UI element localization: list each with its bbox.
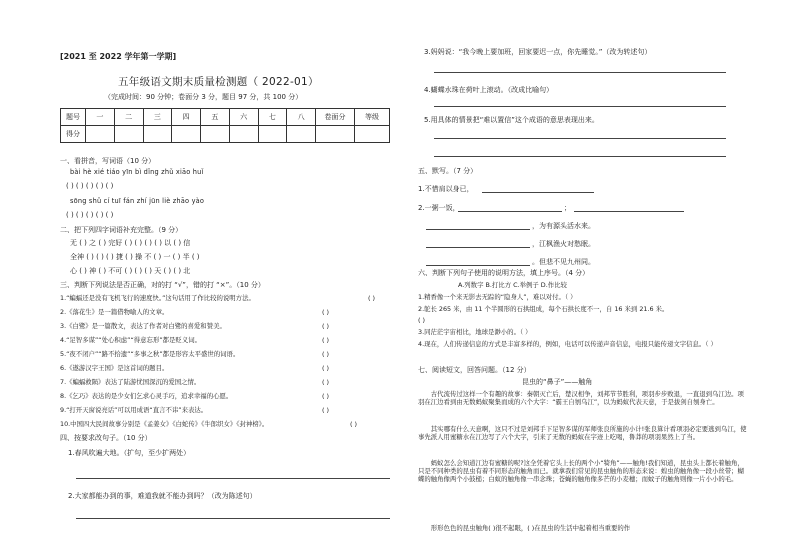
score-table [60,108,390,143]
exam-subtitle: （完成时间：90 分钟；卷面分 3 分，题目 97 分，共 100 分） [104,93,303,101]
q2-title: 二、把下列四字词语补充完整。（9 分） [60,226,183,234]
answer-line[interactable] [434,138,726,139]
score-input-cell[interactable] [258,126,287,143]
judgement-mark[interactable]: ( ) [322,378,330,386]
answer-brackets-row-2[interactable]: ( ) ( ) ( ) ( ) ( ) [66,211,114,219]
score-cell: 七 [258,109,287,126]
idiom-row-1[interactable]: 无 ( ) 之 ( ) 完好 ( ) ( ) ( ) ( ) 以 ( ) 信 [70,239,191,247]
score-table-score-row [61,126,390,143]
judgement-item: 4.“足智多谋”“处心积虑”“得意忘形”都是贬义词。 [60,336,201,344]
recite-item-5: 。但悲不见九州同。 [532,258,595,266]
recite-item-2-sep: ； [564,204,571,212]
q6-item-2-mark[interactable]: ( ) [418,316,426,324]
idiom-row-3[interactable]: 心 ( ) 神 ( ) 不可 ( ) ( ) ( ) 天 ( ) ( ) 北 [70,267,191,275]
answer-line[interactable] [426,229,530,230]
q4-item-4: 4.蝴蝶水珠在荷叶上滚动。（改成比喻句） [424,86,554,94]
q7-title: 七、阅读短文，回答问题。（12 分） [418,366,531,374]
q6-item-4: 4.现在，人们传递信息的方式是丰富多样的，例如，电话可以传递声音信息，电报只能传递文字信息。（ ） [418,340,717,348]
score-cell: 八 [287,109,316,126]
exam-title: 五年级语文期末质量检测题（ 2022-01） [118,76,319,88]
recite-item-4: ，江枫渔火对愁眠。 [532,240,595,248]
judgement-item: 9.“打开天窗说亮话”可以用成语“直言不讳”来表达。 [60,406,208,414]
score-cell: 等级 [355,109,390,126]
recite-item-3: ，为有源头活水来。 [532,222,595,230]
score-cell: 题号 [61,109,86,126]
judgement-mark[interactable]: ( ) [322,364,330,372]
answer-line[interactable] [482,192,594,193]
judgement-mark[interactable]: ( ) [368,294,376,302]
passage-paragraph: 蚂蚁怎么会知道江边有蜜糖的呢?这全凭着它头上长的两个小“犄角”——触角!我们知道，昆虫头上都长着触角，只是不同种类的昆虫有着不同形态的触角而已。就拿我们常见的昆虫触角的形态来说：蝗虫的触角像一段小丝带；蝴蝶的触角像两个小鼓槌；白蚁的触角像一串念珠；苍蝇的触角像多芒的小麦穗；而蚊子的触角则像一片小小的毛。 [418,459,744,483]
q4-item-5: 5.用具体的情景把“难以置信”这个成语的意思表现出来。 [424,116,599,124]
answer-line[interactable] [574,211,684,212]
judgement-mark[interactable]: ( ) [322,350,330,358]
score-input-cell[interactable] [143,126,172,143]
passage-title: 昆虫的“鼻子”——触角 [522,378,593,386]
judgement-mark[interactable]: ( ) [322,308,330,316]
answer-line[interactable] [426,265,530,266]
recite-item-1: 1.不惜肩以身已， [418,185,474,193]
score-input-cell[interactable] [114,126,143,143]
score-cell: 三 [143,109,172,126]
judgement-item: 5.“夜不闭户”“路不拾遗”“多事之秋”都是形容太平盛世的词语。 [60,350,240,358]
judgement-item: 3.《白鹭》是一篇散文，表达了作者对白鹭的喜爱和赞美。 [60,322,226,330]
answer-line[interactable] [434,106,726,107]
score-input-cell[interactable] [355,126,390,143]
score-cell: 六 [229,109,258,126]
passage-paragraph: 古代流传过这样一个有趣的故事：秦朝灭亡后，楚汉相争，刘邦节节胜利，项羽步步败退，一直退到乌江边。项羽在江边看到由无数蚂蚁聚集而成的六个大字：“霸王自刎乌江”，以为蚂蚁代表天意，于是拔剑自刎身亡。 [418,390,744,406]
score-input-cell[interactable] [229,126,258,143]
judgement-item: 7.《蝙蝠救陨》表达了陆游忧国深沉的爱国之情。 [60,378,201,386]
score-cell: 得分 [61,126,86,143]
q3-title: 三、判断下列说法是否正确，对的打 “√”，错的打 “×”。（10 分） [60,281,265,289]
score-cell: 一 [86,109,115,126]
score-input-cell[interactable] [86,126,115,143]
judgement-item: 10.中国四大民间故事分别是《孟姜女》《白蛇传》《牛郎织女》《封神榜》。 [60,420,269,428]
recite-item-2: 2.一粥一饭， [418,204,460,212]
score-cell: 四 [172,109,201,126]
answer-line[interactable] [76,518,390,519]
q4-item-1: 1.春风吹遍大地。（扩句，至少扩两处） [68,449,191,457]
q5-title: 五、默写。（7 分） [418,167,478,175]
q1-title: 一、看拼音，写词语（10 分） [60,157,156,165]
score-cell: 卷面分 [316,109,355,126]
q4-title: 四、按要求改句子。（10 分） [60,434,152,442]
answer-line[interactable] [434,156,726,157]
score-input-cell[interactable] [287,126,316,143]
answer-line[interactable] [76,478,390,479]
answer-line[interactable] [458,211,562,212]
score-cell: 五 [201,109,230,126]
q6-item-2: 2.鸵长 265 米，由 11 个半圆形的石拱组成，每个石拱长度不一，自 16 米到 21.6 米。 [418,305,669,313]
answer-brackets-row-1[interactable]: ( ) ( ) ( ) ( ) ( ) [66,182,114,190]
judgement-mark[interactable]: ( ) [322,406,330,414]
score-cell: 二 [114,109,143,126]
answer-line[interactable] [434,72,726,73]
pinyin-row-1: bài hè xié tiáo yīn bì dǐng zhǔ xiāo huǐ [70,168,204,176]
judgement-mark[interactable]: ( ) [322,322,330,330]
idiom-row-2[interactable]: 全神 ( ) ( ) ( ) 捷 ( ) 操 不 ( ) 一 ( ) 半 ( ) [70,253,200,261]
q6-options: A.列数字 B.打比方 C.举例子 D.作比较 [458,281,567,289]
score-table-header-row [61,109,390,126]
judgement-mark[interactable]: ( ) [322,336,330,344]
judgement-item: 6.《遨游汉字王国》是这首词的题目。 [60,364,169,372]
judgement-mark[interactable]: ( ) [350,420,358,428]
q6-title: 六、判断下列句子使用的说明方法，填上序号。（4 分） [418,269,590,277]
score-input-cell[interactable] [201,126,230,143]
judgement-mark[interactable]: ( ) [322,392,330,400]
q6-item-1: 1.精香像一个来无影去无踪的“隐身人”，难以对付。（ ） [418,293,577,301]
term-label: [2021 至 2022 学年第一学期] [60,52,177,61]
q6-item-3: 3.同茫茫宇宙相比，地球是渺小的。（ ） [418,328,532,336]
judgement-item: 1.“蝙蝠还是没有飞机飞行的速度快。”这句话用了作比较的说明方法。 [60,294,255,302]
score-input-cell[interactable] [316,126,355,143]
q4-item-2: 2.大家都能办到的事，难道我就不能办到吗？（改为陈述句） [68,492,257,500]
judgement-item: 8.《乞巧》表达的是少女们乞求心灵手巧，追求幸福的心愿。 [60,392,233,400]
answer-line[interactable] [426,247,530,248]
judgement-item: 2.《落花生》是一篇借物喻人的文章。 [60,308,169,316]
pinyin-row-2: sōng shǔ cí tuī fán zhí jūn liè zhāo yào [70,197,205,205]
passage-paragraph: 其实哪有什么天意啊，这只不过是刘邦手下足智多谋的军师张良所施的小计!张良算计看项羽必定要逃到乌江，使事先派人用蜜糖水在江边写了六个大字，引来了无数的蚂蚁在字迹上吃喝，鲁莽的项羽果然上了当。 [418,425,747,441]
passage-paragraph: 形形色色的昆虫触角( )很不起眼，( )在昆虫的生活中起着相当重要的作 [430,524,631,532]
score-input-cell[interactable] [172,126,201,143]
q4-item-3: 3.妈妈说：“我今晚上要加班，回家要迟一点，你先睡觉。”（改为转述句） [424,48,652,56]
